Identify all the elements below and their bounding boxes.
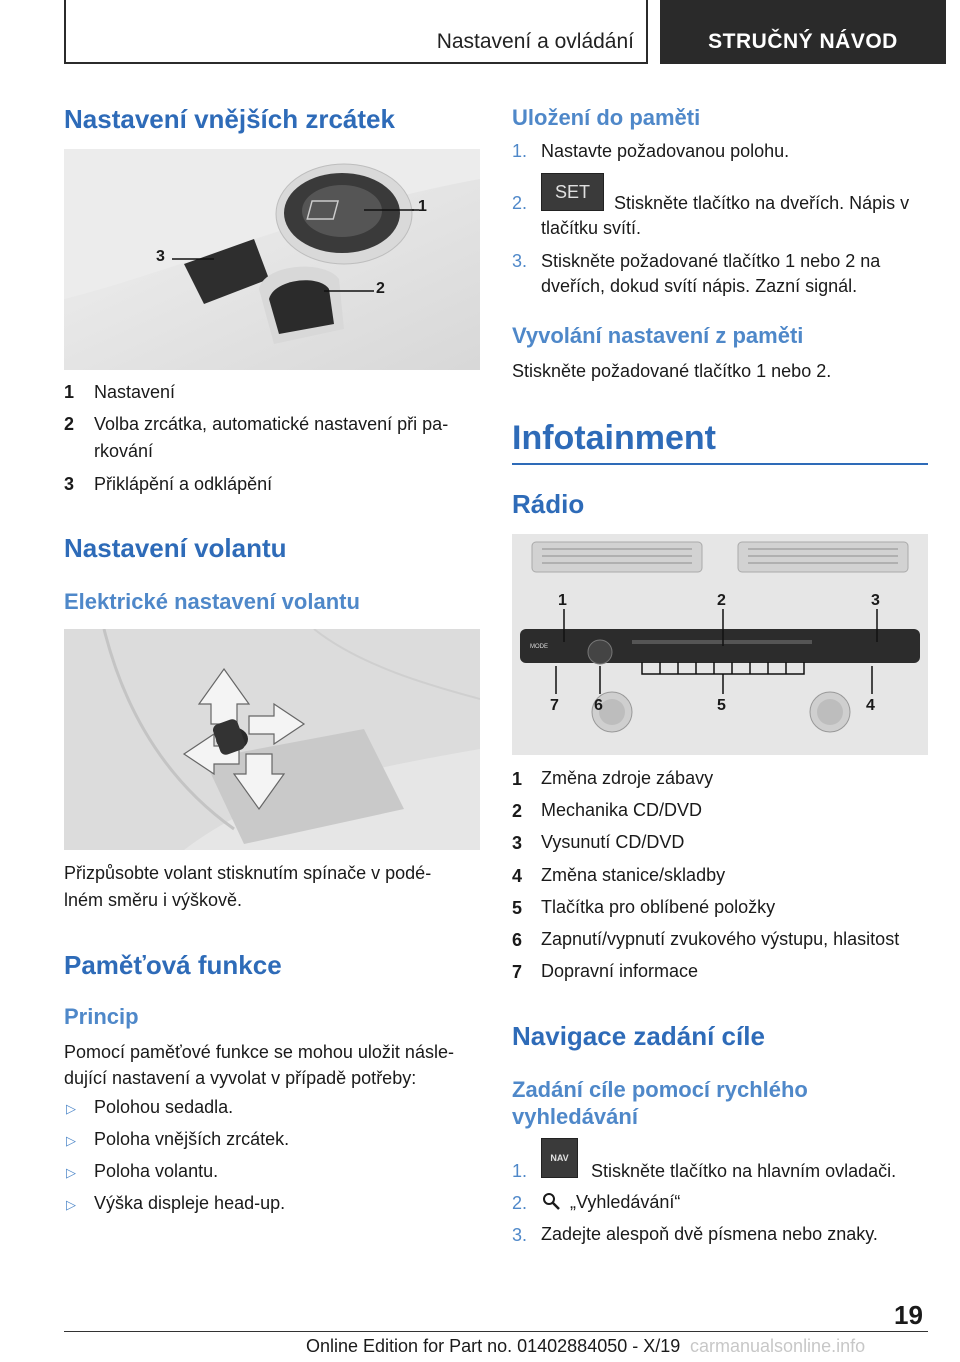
steering-text-line1: Přizpůsobte volant stisknutím spínače v podé-: [64, 863, 432, 883]
radio-legend-text: Zapnutí/vypnutí zvukového výstupu, hlasitost: [541, 929, 900, 949]
save-step-text: Nastavte požadovanou polohu.: [541, 141, 790, 161]
radio-legend-text: Dopravní informace: [541, 961, 699, 981]
infotainment-rule: [512, 463, 928, 465]
mirror-legend-text: rkování: [94, 441, 154, 461]
radio-callout-3: 3: [871, 592, 880, 609]
bullet-item: Poloha vnějších zrcátek.: [94, 1129, 290, 1149]
set-button-icon: SET: [541, 173, 604, 211]
save-heading: Uložení do paměti: [512, 105, 701, 130]
radio-callout-7: 7: [550, 697, 559, 714]
save-step-text: Stiskněte tlačítko na dveřích. Nápis v: [614, 193, 910, 213]
radio-callout-1: 1: [558, 592, 567, 609]
radio-legend-num: 6: [512, 930, 523, 950]
steering-switch-illustration: [64, 629, 480, 850]
radio-legend-num: 5: [512, 898, 523, 918]
header-chapter-box: [660, 0, 946, 64]
recall-heading: Vyvolání nastavení z paměti: [512, 323, 804, 348]
radio-legend-num: 2: [512, 801, 523, 821]
memory-heading: Paměťová funkce: [64, 950, 282, 980]
radio-callout-2: 2: [717, 592, 726, 609]
radio-legend-num: 4: [512, 866, 523, 886]
mirror-legend-num: 3: [64, 474, 75, 494]
radio-mode-label: MODE: [530, 644, 548, 650]
nav-button-icon: NAV: [541, 1138, 578, 1178]
radio-panel-illustration: [512, 534, 928, 755]
bullet-item: Polohou sedadla.: [94, 1097, 234, 1117]
radio-callout-5: 5: [717, 697, 726, 714]
mirror-callout-3: 3: [156, 248, 165, 265]
radio-legend-text: Tlačítka pro oblíbené položky: [541, 897, 776, 917]
radio-callout-6: 6: [594, 697, 603, 714]
mirrors-heading: Nastavení vnějších zrcátek: [64, 104, 395, 134]
save-step-num: 3.: [512, 251, 528, 271]
footer-rule: [64, 1331, 928, 1332]
radio-legend-num: 7: [512, 962, 523, 982]
bullet-triangle-icon: ▷: [66, 1197, 76, 1212]
navigation-heading: Navigace zadání cíle: [512, 1021, 765, 1051]
save-step-text: Stiskněte požadované tlačítko 1 nebo 2 na: [541, 251, 881, 271]
search-icon: [541, 1191, 563, 1213]
mirror-legend-text: Přiklápění a odklápění: [94, 474, 273, 494]
nav-step-text: Stiskněte tlačítko na hlavním ovladači.: [591, 1161, 897, 1181]
nav-step-text: Zadejte alespoň dvě písmena nebo znaky.: [541, 1224, 878, 1244]
footer-edition: Online Edition for Part no. 01402884050 - X/19: [306, 1336, 681, 1356]
bullet-item: Výška displeje head-up.: [94, 1193, 286, 1213]
nav-step-num: 3.: [512, 1225, 528, 1245]
radio-legend-num: 3: [512, 833, 523, 853]
radio-legend-text: Vysunutí CD/DVD: [541, 832, 685, 852]
radio-legend-text: Mechanika CD/DVD: [541, 800, 703, 820]
mirror-callout-2: 2: [376, 280, 385, 297]
header-section-box: [64, 0, 648, 64]
nav-step-num: 2.: [512, 1193, 528, 1213]
steering-text-line2: lném směru i výškově.: [64, 890, 243, 910]
mirror-legend-num: 1: [64, 382, 75, 402]
mirror-legend-num: 2: [64, 414, 75, 434]
save-step-text: dveřích, dokud svítí nápis. Zazní signál.: [541, 276, 858, 296]
navigation-subheading-line2: vyhledávání: [512, 1104, 638, 1129]
principle-text-line1: Pomocí paměťové funkce se mohou uložit násle-: [64, 1042, 454, 1062]
bullet-triangle-icon: ▷: [66, 1133, 76, 1148]
mirror-controls-illustration: [64, 149, 480, 370]
navigation-subheading-line1: Zadání cíle pomocí rychlého: [512, 1077, 808, 1102]
footer-watermark: carmanualsonline.info: [690, 1336, 866, 1356]
bullet-triangle-icon: ▷: [66, 1165, 76, 1180]
radio-callout-4: 4: [866, 697, 875, 714]
nav-step-text: „Vyhledávání“: [570, 1192, 681, 1212]
bullet-triangle-icon: ▷: [66, 1101, 76, 1116]
save-step-text: tlačítku svítí.: [541, 218, 642, 238]
infotainment-heading: Infotainment: [512, 419, 716, 457]
mirror-callout-1: 1: [418, 198, 427, 215]
save-step-num: 1.: [512, 141, 528, 161]
header-chapter-title: STRUČNÝ NÁVOD: [708, 30, 898, 53]
bullet-item: Poloha volantu.: [94, 1161, 219, 1181]
radio-heading: Rádio: [512, 489, 585, 519]
mirror-legend-text: Volba zrcátka, automatické nastavení při pa-: [94, 414, 449, 434]
recall-text: Stiskněte požadované tlačítko 1 nebo 2.: [512, 361, 832, 381]
steering-subheading: Elektrické nastavení volantu: [64, 589, 360, 614]
page-number: 19: [894, 1300, 923, 1330]
principle-heading: Princip: [64, 1004, 139, 1029]
mirror-legend-text: Nastavení: [94, 382, 176, 402]
radio-legend-text: Změna zdroje zábavy: [541, 768, 714, 788]
radio-legend-num: 1: [512, 769, 523, 789]
header-section-title: Nastavení a ovládání: [436, 30, 634, 53]
nav-step-num: 1.: [512, 1161, 528, 1181]
save-step-num: 2.: [512, 193, 528, 213]
steering-heading: Nastavení volantu: [64, 533, 287, 563]
principle-text-line2: dující nastavení a vyvolat v případě potřeby:: [64, 1068, 417, 1088]
radio-legend-text: Změna stanice/skladby: [541, 865, 726, 885]
